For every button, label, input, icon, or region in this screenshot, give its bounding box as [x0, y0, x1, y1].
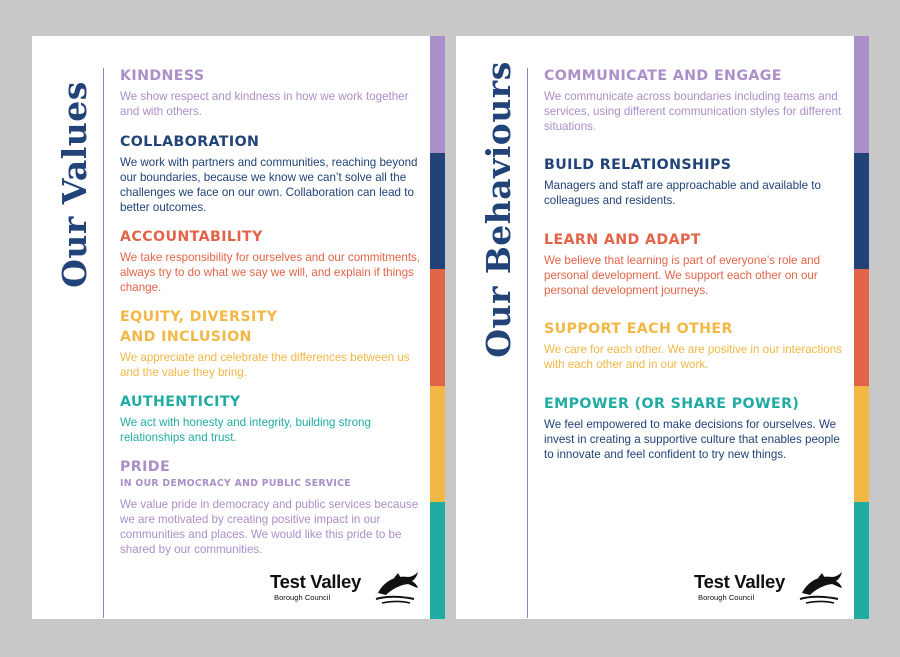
value-pride [120, 457, 421, 557]
behaviour-build-relationships [544, 155, 845, 208]
divider-line [527, 68, 528, 618]
leaping-fish-icon [798, 571, 844, 605]
value-accountability [120, 227, 421, 295]
section-text: We act with honesty and integrity, building strong relationships and trust. [120, 416, 371, 444]
values-card [32, 36, 445, 619]
section-heading: SUPPORT EACH OTHER [544, 321, 733, 337]
section-heading: COMMUNICATE AND ENGAGE [544, 68, 782, 84]
behaviours-card [456, 36, 869, 619]
color-stripe [430, 36, 445, 619]
behaviours-list [544, 66, 845, 462]
values-list [120, 66, 421, 557]
section-heading: KINDNESS [120, 68, 205, 84]
section-subheading: IN OUR DEMOCRACY AND PUBLIC SERVICE [120, 478, 351, 489]
section-text: We communicate across boundaries including teams and services, using different communication styles for different situations. [544, 90, 842, 133]
section-text: We feel empowered to make decisions for ourselves. We invest in creating a supportive culture that enables people to innovate and feel confident to try new things. [544, 418, 840, 461]
test-valley-logo [694, 571, 844, 605]
section-heading: LEARN AND ADAPT [544, 232, 701, 248]
logo-name: Test Valley [270, 571, 361, 592]
logo-sub: Borough Council [274, 593, 331, 602]
section-text: We believe that learning is part of everyone’s role and personal development. We support each other on our personal development journeys. [544, 254, 821, 297]
section-heading-line2: AND INCLUSION [120, 329, 252, 345]
behaviour-communicate-and-engage [544, 66, 845, 134]
divider-line [103, 68, 104, 618]
behaviour-empower [544, 394, 845, 462]
leaping-fish-icon [374, 571, 420, 605]
section-heading: PRIDE [120, 459, 171, 475]
section-text: We care for each other. We are positive in our interactions with each other and in our work. [544, 343, 842, 371]
section-text: We work with partners and communities, reaching beyond our boundaries, because we know we can’t solve all the challenges we face on our own. Collaboration can lead to better outcomes. [120, 156, 418, 214]
test-valley-logo [270, 571, 420, 605]
section-text: We show respect and kindness in how we work together and with others. [120, 90, 409, 118]
section-text: Managers and staff are approachable and available to colleagues and residents. [544, 179, 821, 207]
value-equity-diversity-inclusion [120, 307, 421, 380]
section-text: We appreciate and celebrate the differences between us and the value they bring. [120, 351, 410, 379]
value-collaboration [120, 132, 421, 215]
section-text: We take responsibility for ourselves and our commitments, always try to do what we say we will, and explain if things change. [120, 251, 421, 294]
section-heading: BUILD RELATIONSHIPS [544, 157, 732, 173]
logo-sub: Borough Council [698, 593, 755, 602]
value-authenticity [120, 392, 421, 445]
value-kindness [120, 66, 421, 119]
behaviours-title: Our Behaviours [478, 60, 518, 358]
behaviour-learn-and-adapt [544, 230, 845, 298]
section-heading: AUTHENTICITY [120, 394, 241, 410]
values-title: Our Values [54, 80, 94, 288]
color-stripe [854, 36, 869, 619]
section-heading: COLLABORATION [120, 134, 260, 150]
section-text: We value pride in democracy and public services because we are motivated by creating positive impact in our communities and places. We would like this pride to be shared by our communities. [120, 498, 419, 556]
section-heading-line1: EQUITY, DIVERSITY [120, 309, 278, 325]
logo-name: Test Valley [694, 571, 785, 592]
section-heading: ACCOUNTABILITY [120, 229, 263, 245]
behaviour-support-each-other [544, 319, 845, 372]
section-heading: EMPOWER (OR SHARE POWER) [544, 396, 800, 412]
